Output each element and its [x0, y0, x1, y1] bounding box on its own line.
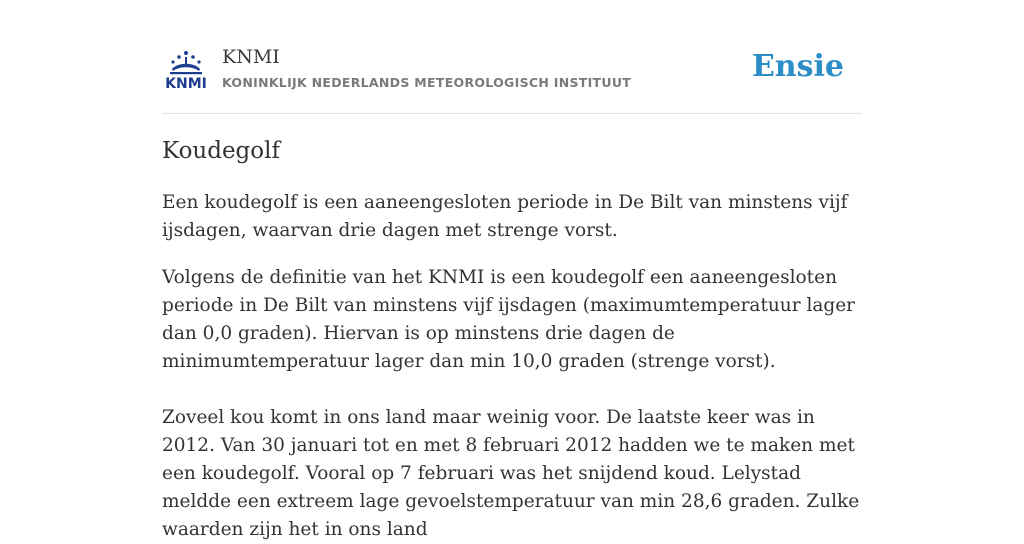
org-full-name: KONINKLIJK NEDERLANDS METEOROLOGISCH INSTITUUT [222, 75, 632, 90]
body-paragraph: Zoveel kou komt in ons land maar weinig voor. De laatste keer was in 2012. Van 30 januari tot en met 8 februari 2012 hadden we te maken met een koudegolf. Vooral op 7 februari was het snijdend koud. Lelystad meldde een extreem lage gevoelstemperatuur van min 28,6 graden. Zulke waarden zijn het in ons land [162, 407, 860, 540]
brand-logo[interactable]: Ensie [751, 49, 844, 84]
content-container [162, 0, 862, 540]
org-name: KNMI [222, 46, 280, 68]
body-paragraph: Volgens de definitie van het KNMI is een koudegolf een aaneengesloten periode in De Bilt van minstens vijf ijsdagen (maximumtemperatuur lager dan 0,0 graden). Hiervan is op minstens drie dagen de minimumtemperatuur lager dan min 10,0 graden (strenge vorst). [162, 267, 856, 372]
page-title: Koudegolf [162, 138, 280, 164]
crown-icon [170, 51, 202, 74]
logo-text: KNMI [165, 76, 207, 92]
summary-paragraph: Een koudegolf is een aaneengesloten periode in De Bilt van minstens vijf ijsdagen, waarvan drie dagen met strenge vorst. [162, 192, 848, 241]
knmi-logo[interactable] [164, 50, 208, 90]
header [162, 0, 862, 114]
